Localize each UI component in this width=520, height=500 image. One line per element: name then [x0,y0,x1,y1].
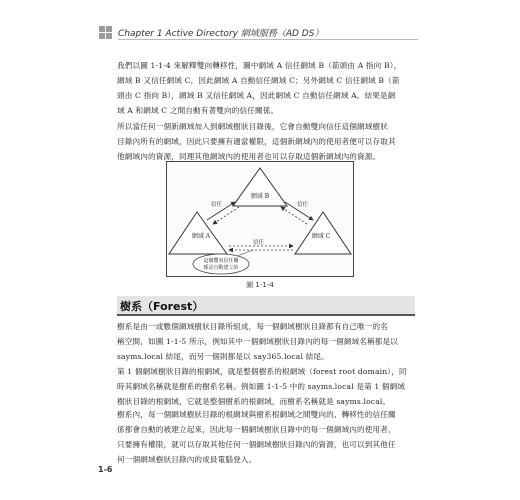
text-line: 第 1 個網域樹狀目錄的根網域，就是整個樹系的根網域（forest root domain），同 [117,367,407,376]
trust-label-right: 信任 [297,202,309,208]
text-line: 時其網域名稱就是樹系的樹系名稱。例如圖 1-1-5 中的 sayms.local 是第 1 個網域 [117,382,406,391]
paragraph-new-domain [117,119,413,164]
trust-label-left: 信任 [211,202,223,208]
text-line: 我們以圖 1-1-4 來解釋雙向轉移性，圖中網域 A 信任網域 B（箭頭由 A 指向 B）， [117,61,402,70]
callout-bubble [193,254,249,274]
figure-caption: 圖 1-1-4 [246,281,274,289]
text-line: 樹系是由一或數個網域樹狀目錄所組成，每一個網域樹狀目錄都有自己唯一的名 [117,322,389,331]
text-line: 所以當任何一個新網域加入到網域樹狀目錄後，它會自動雙向信任這個網域樹狀 [117,122,389,131]
section-title: 樹系（Forest） [120,300,204,313]
text-line: 係都會自動的被建立起來，因此每一個網域樹狀目錄中的每一個網域內的使用者， [117,425,396,434]
text-line: 稱空間，如圖 1-1-5 所示，例如其中一個網域樹狀目錄內的每一個網域名稱都是以 [117,337,399,346]
trust-label-bottom: 信任 [253,240,265,246]
paragraph-forest-definition [117,319,413,364]
trust-diagram [166,161,354,277]
text-line: 目錄內所有的網域，因此只要擁有適當權限，這個新網域內的使用者便可以存取其 [117,137,396,146]
text-line: 頭由 C 指向 B），網域 B 又信任網域 A，因此網域 C 自動信任網域 A。結果是網 [117,91,396,100]
domain-a-label: 網域 A [191,233,211,240]
section-heading [117,296,415,316]
text-line: 樹系內，每一個網域樹狀目錄的根網域與樹系根網域之間雙向的、轉移性的信任關 [117,410,396,419]
paragraph-forest-root [117,364,413,409]
callout-pointer [237,250,253,256]
trust-arrow-b-to-a [213,207,239,224]
text-line: 域 A 和網域 C 之間自動有著雙向的信任關係。 [117,106,279,115]
domain-c-label: 網域 C [311,233,331,240]
page-number: 1-6 [98,465,113,474]
callout-text-line2: 係是自動建立的 [203,265,239,271]
domain-b-node [233,168,287,206]
trust-arrow-c-to-b [281,207,307,224]
text-line: sayms.local 結尾，而另一個則都是以 say365.local 結尾。 [117,352,329,361]
page-header [0,0,520,40]
callout-text-line1: 這個雙向信任關 [203,258,239,264]
header-divider [118,39,418,40]
text-line: 樹狀目錄的根網域，它就是整個樹系的根網域，而樹系名稱就是 sayms.local。 [117,397,391,406]
text-line: 只要擁有權限，就可以存取其他任何一個網域樹狀目錄內的資源，也可以到其他任 [117,440,396,449]
windows-logo-icon [99,26,113,40]
paragraph-transitive-trust [117,58,413,118]
paragraph-forest-trust [117,407,413,467]
domain-b-label: 網域 B [250,193,270,200]
text-line: 他網域內的資源，同理其他網域內的使用者也可以存取這個新網域內的資源。 [117,152,381,161]
text-line: 網域 B 又信任網域 C，因此網域 A 自動信任網域 C；另外網域 C 信任網域 B（箭 [117,76,400,85]
chapter-label: Chapter 1 Active Directory 網域服務（AD DS） [118,29,324,39]
text-line: 何一個網域樹狀目錄內的成員電腦登入。 [117,455,257,464]
